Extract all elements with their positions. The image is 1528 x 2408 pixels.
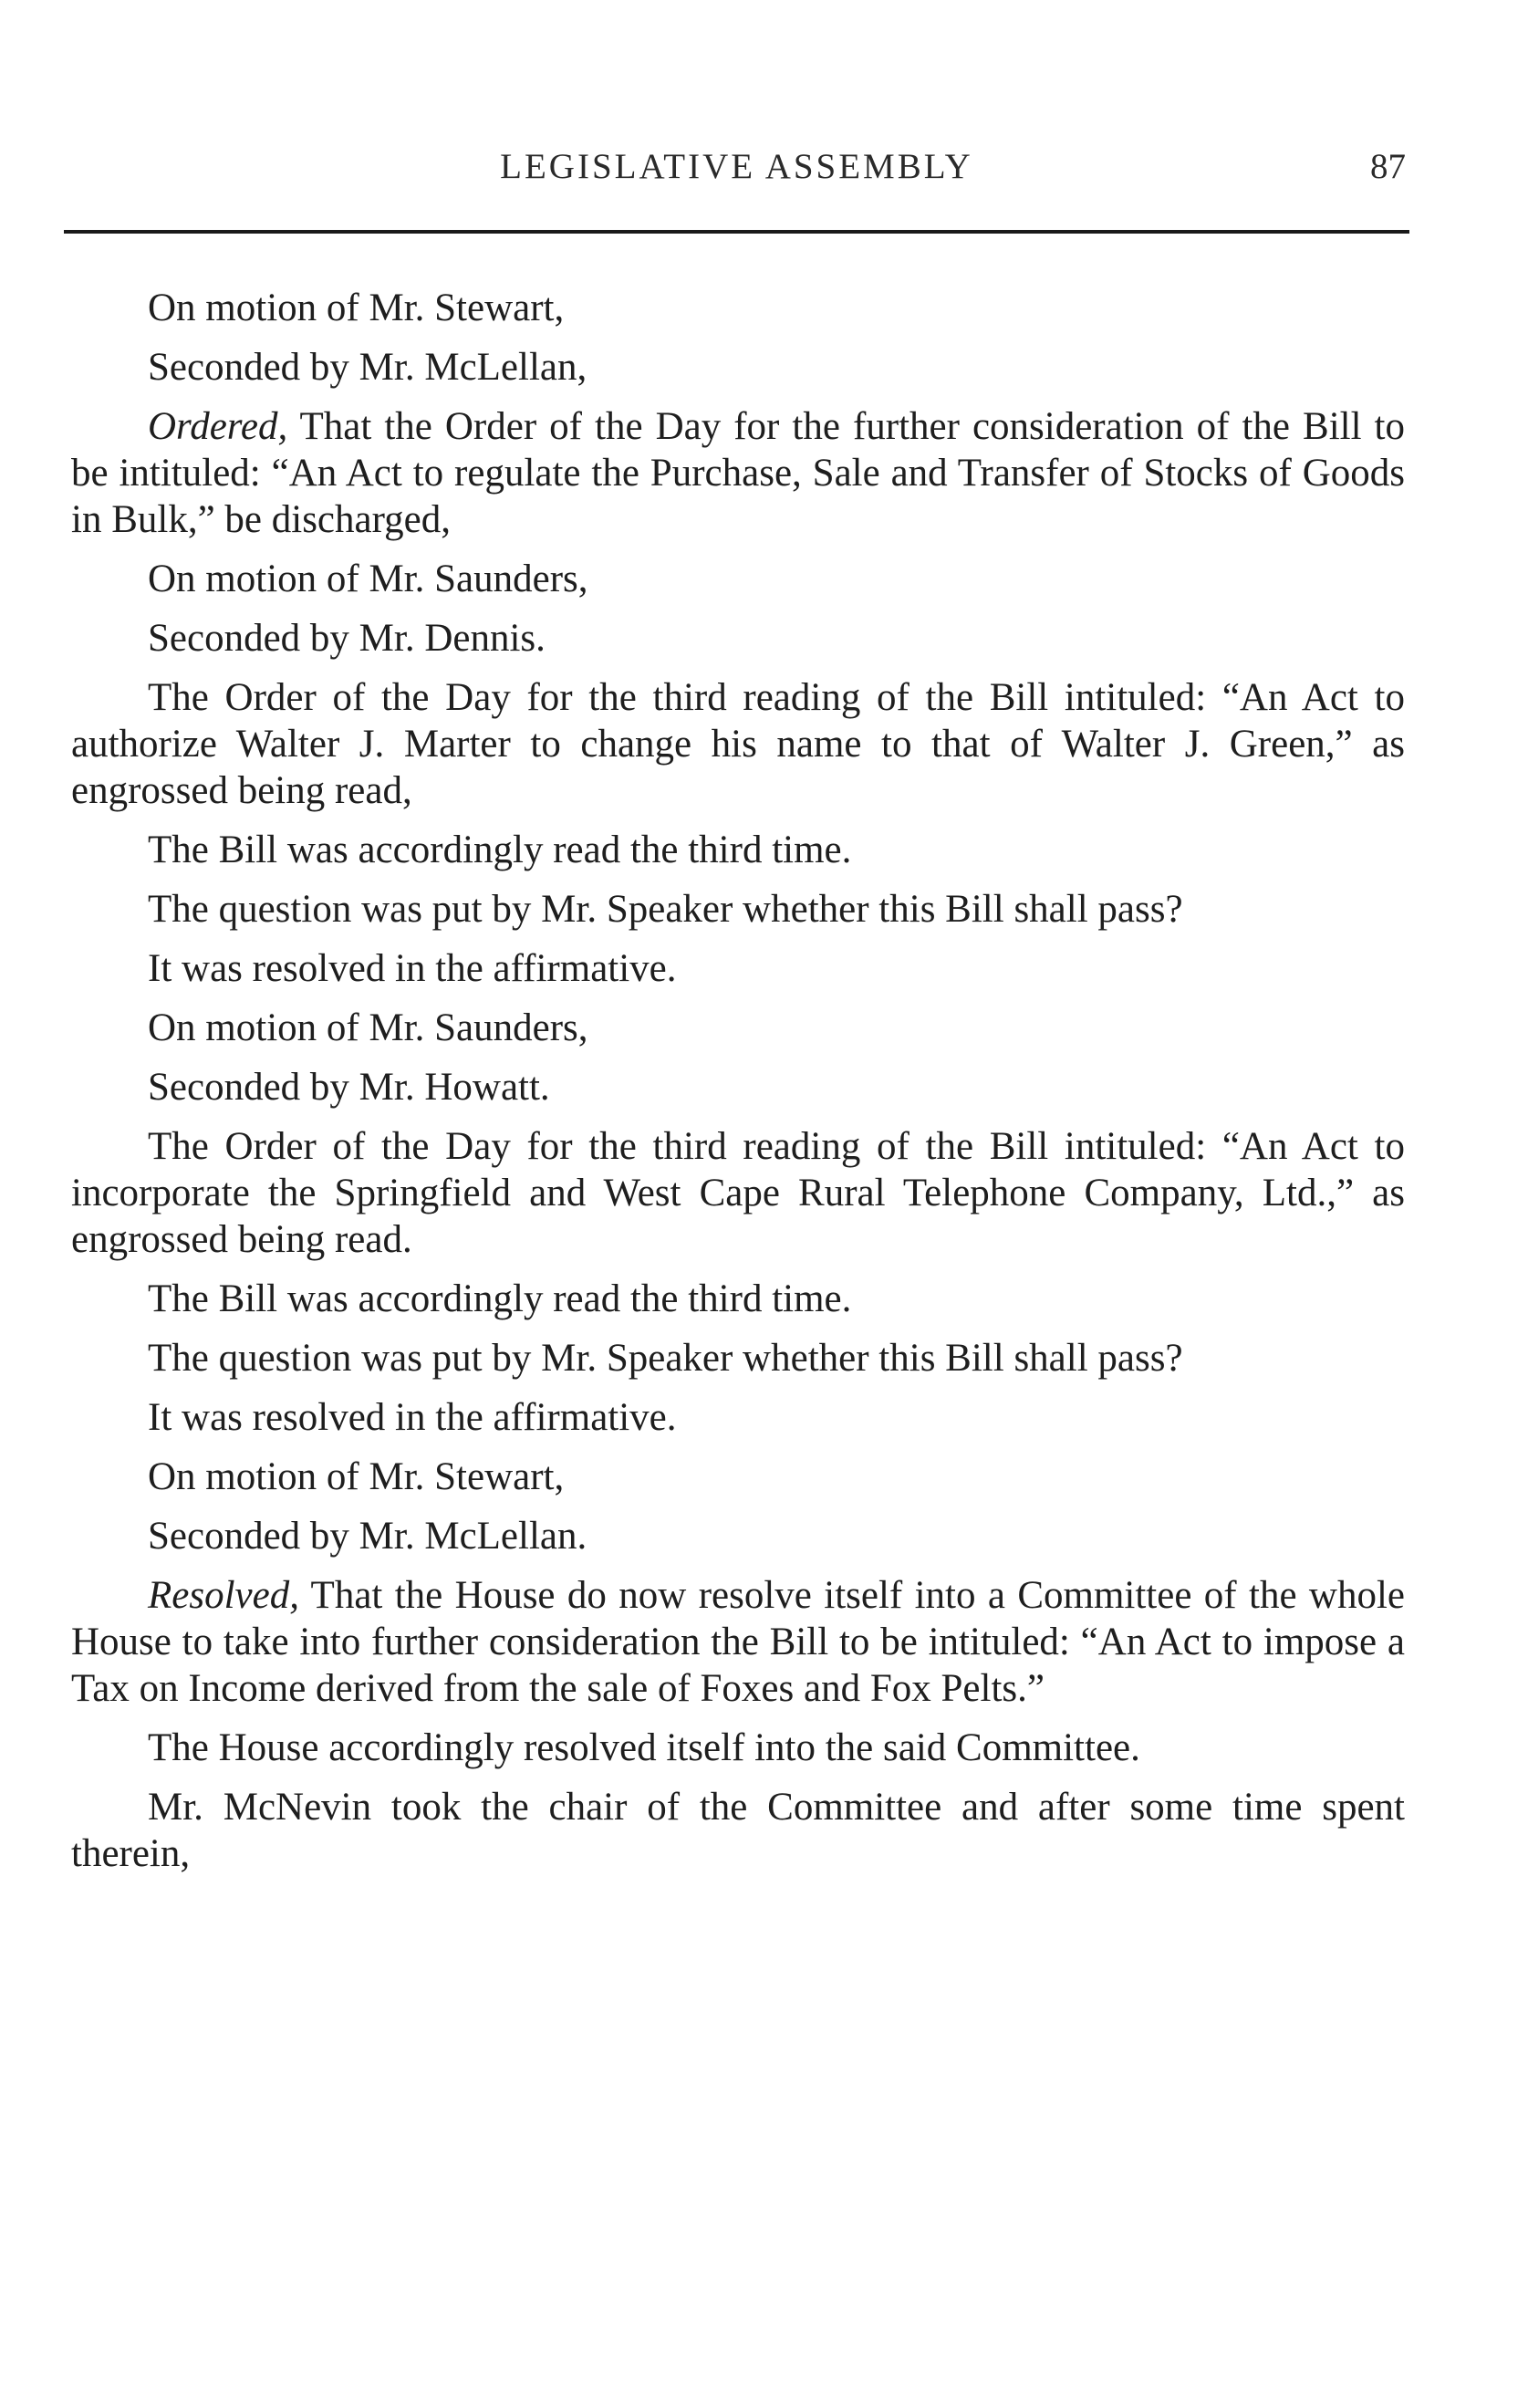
paragraph: The Bill was accordingly read the third time. xyxy=(148,1277,852,1320)
page-number: 87 xyxy=(1370,147,1406,186)
paragraph: The Order of the Day for the third reading of the Bill intituled: “An Act to authorize Walter J. Marter to change his name to that of Walter J. Green,” as engrossed being read, xyxy=(71,676,1405,812)
paragraph: The question was put by Mr. Speaker whether this Bill shall pass? xyxy=(148,888,1183,931)
paragraph: On motion of Mr. Stewart, xyxy=(148,287,565,329)
paragraph: On motion of Mr. Saunders, xyxy=(148,558,588,600)
running-title: LEGISLATIVE ASSEMBLY xyxy=(500,147,973,186)
journal-body xyxy=(71,285,1405,1890)
header-rule xyxy=(64,230,1409,234)
paragraph: On motion of Mr. Stewart, xyxy=(148,1455,565,1498)
paragraph: It was resolved in the affirmative. xyxy=(148,1396,677,1439)
paragraph: Resolved, That the House do now resolve itself into a Committee of the whole House to take into further consideration the Bill to be intituled: “An Act to impose a Tax on Income derived from the sale of Foxes and Fox Pelts.” xyxy=(71,1574,1405,1710)
paragraph: The Order of the Day for the third reading of the Bill intituled: “An Act to incorporate the Springfield and West Cape Rural Telephone Company, Ltd.,” as engrossed being read. xyxy=(71,1125,1405,1261)
paragraph: Seconded by Mr. McLellan, xyxy=(148,346,587,389)
running-header xyxy=(64,146,1409,201)
paragraph: Seconded by Mr. Howatt. xyxy=(148,1066,550,1109)
paragraph: Mr. McNevin took the chair of the Committee and after some time spent therein, xyxy=(71,1786,1405,1875)
resolved-lead: Resolved, xyxy=(148,1574,299,1617)
paragraph: Ordered, That the Order of the Day for the further consideration of the Bill to be intituled: “An Act to regulate the Purchase, Sale and Transfer of Stocks of Goods in Bulk,” be discharged, xyxy=(71,405,1405,541)
paragraph: On motion of Mr. Saunders, xyxy=(148,1006,588,1049)
paragraph: The House accordingly resolved itself into the said Committee. xyxy=(148,1726,1140,1769)
paragraph: Seconded by Mr. Dennis. xyxy=(148,617,546,660)
paragraph: The question was put by Mr. Speaker whether this Bill shall pass? xyxy=(148,1337,1183,1380)
paragraph: The Bill was accordingly read the third time. xyxy=(148,829,852,871)
ordered-lead: Ordered, xyxy=(148,405,288,448)
paragraph: It was resolved in the affirmative. xyxy=(148,947,677,990)
paragraph: Seconded by Mr. McLellan. xyxy=(148,1515,587,1558)
